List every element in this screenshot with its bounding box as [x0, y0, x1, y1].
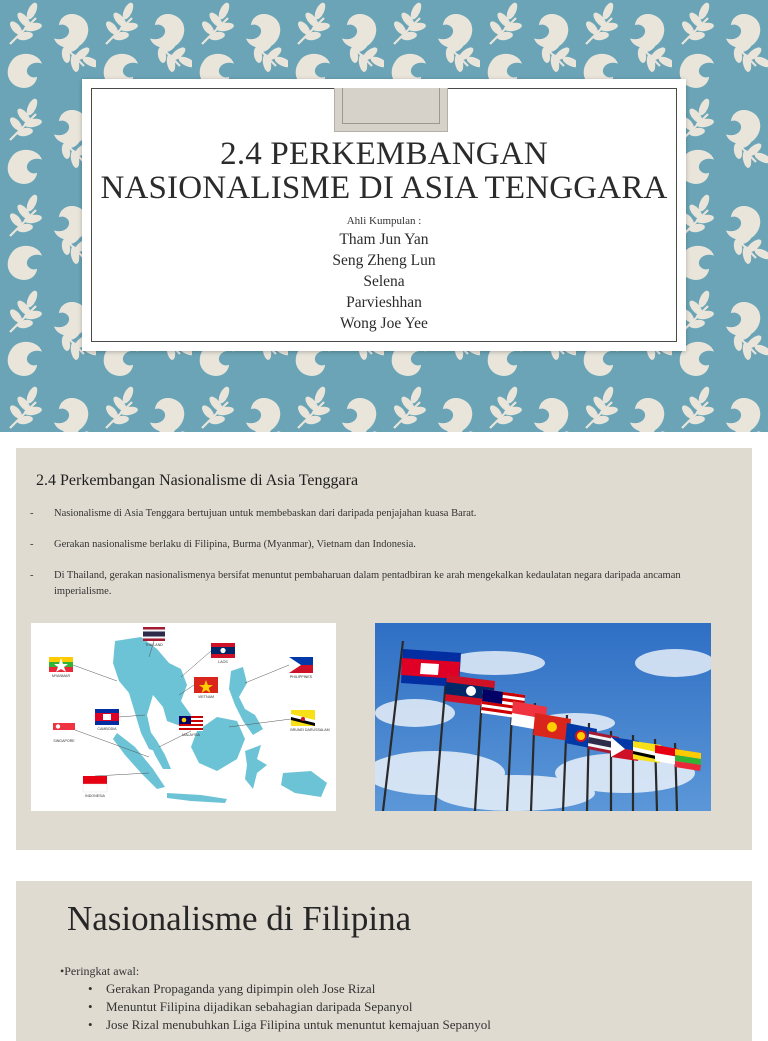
map-label: INDONESIA: [85, 794, 105, 798]
member-name: Selena: [363, 273, 405, 290]
members-label: Ahli Kumpulan :: [346, 215, 422, 227]
bullet-text: Gerakan nasionalisme berlaku di Filipina, Burma (Myanmar), Vietnam dan Indonesia.: [54, 539, 416, 550]
bullet-text: Di Thailand, gerakan nasionalismenya bersifat menuntut pembaharuan dalam pentadbiran ke arah mengekalkan kedaulatan negara daripada ancaman imperialisme.: [54, 570, 681, 597]
title-card: [82, 79, 686, 351]
slide-heading: 2.4 Perkembangan Nasionalisme di Asia Tenggara: [36, 472, 359, 489]
member-name: Parvieshhan: [346, 294, 422, 311]
map-label: CAMBODIA: [97, 727, 117, 731]
title-slide: [0, 0, 768, 432]
title-line-2: NASIONALISME DI ASIA TENGGARA: [100, 170, 668, 206]
bullet-dash: -: [30, 508, 34, 519]
brunei-flag-icon: [291, 710, 315, 726]
bullet-dot: •: [88, 981, 93, 996]
bullet-item: [88, 980, 491, 998]
bullet-item: [30, 568, 730, 600]
member-name: Wong Joe Yee: [340, 315, 428, 332]
bullet-item: [88, 1016, 491, 1034]
bullet-text: Menuntut Filipina dijadikan sebahagian daripada Sepanyol: [106, 999, 413, 1014]
singapore-flag-icon: [53, 723, 75, 737]
laos-flag-icon: [211, 643, 235, 658]
bullet-list: [88, 980, 491, 1034]
member-name: Tham Jun Yan: [339, 231, 429, 248]
thailand-flag-icon: [143, 627, 165, 641]
slide-title: [92, 137, 676, 205]
bullet-dot: •: [88, 999, 93, 1014]
content-slide: [16, 448, 752, 850]
vietnam-flag-icon: [194, 677, 218, 693]
bullet-item: [30, 506, 730, 522]
myanmar-flag-icon: [49, 657, 73, 672]
asean-flags-photo: [375, 623, 711, 811]
bullet-text: Gerakan Propaganda yang dipimpin oleh Jose Rizal: [106, 981, 376, 996]
map-label: LAOS: [218, 660, 228, 664]
map-label: VIETNAM: [198, 695, 214, 699]
indonesia-flag-icon: [83, 776, 107, 792]
slide-heading: Nasionalisme di Filipina: [67, 899, 412, 938]
flags-on-poles-illustration: [375, 623, 711, 811]
bullet-dash: -: [30, 570, 34, 581]
cambodia-flag-icon: [95, 709, 119, 725]
members-list: [92, 229, 676, 334]
map-label: MYANMAR: [51, 674, 71, 678]
title-card-border: [91, 88, 677, 342]
title-line-1: 2.4 PERKEMBANGAN: [220, 136, 548, 172]
filipina-slide: [16, 881, 752, 1041]
map-label: BRUNEI DARUSSALAM: [290, 728, 330, 732]
bullet-text: Jose Rizal menubuhkan Liga Filipina untuk menuntut kemajuan Sepanyol: [106, 1017, 491, 1032]
bullet-text: Nasionalisme di Asia Tenggara bertujuan untuk membebaskan dari daripada penjajahan kuasa Barat.: [54, 508, 477, 519]
section-label: •Peringkat awal:: [60, 964, 140, 978]
map-label: SINGAPORE: [53, 739, 75, 743]
malaysia-flag-icon: [179, 716, 203, 731]
decorative-tab: [334, 88, 448, 132]
bullet-dash: -: [30, 539, 34, 550]
bullet-item: [88, 998, 491, 1016]
member-name: Seng Zheng Lun: [332, 252, 436, 269]
map-label: THAILAND: [145, 643, 163, 647]
bullet-dot: •: [88, 1017, 93, 1032]
asean-map: [31, 623, 336, 811]
map-label: MALAYSIA: [182, 733, 200, 737]
bullet-item: [30, 537, 730, 553]
philippines-flag-icon: [289, 657, 313, 673]
asean-map-image: [31, 623, 336, 811]
map-label: PHILIPPINES: [289, 675, 313, 679]
